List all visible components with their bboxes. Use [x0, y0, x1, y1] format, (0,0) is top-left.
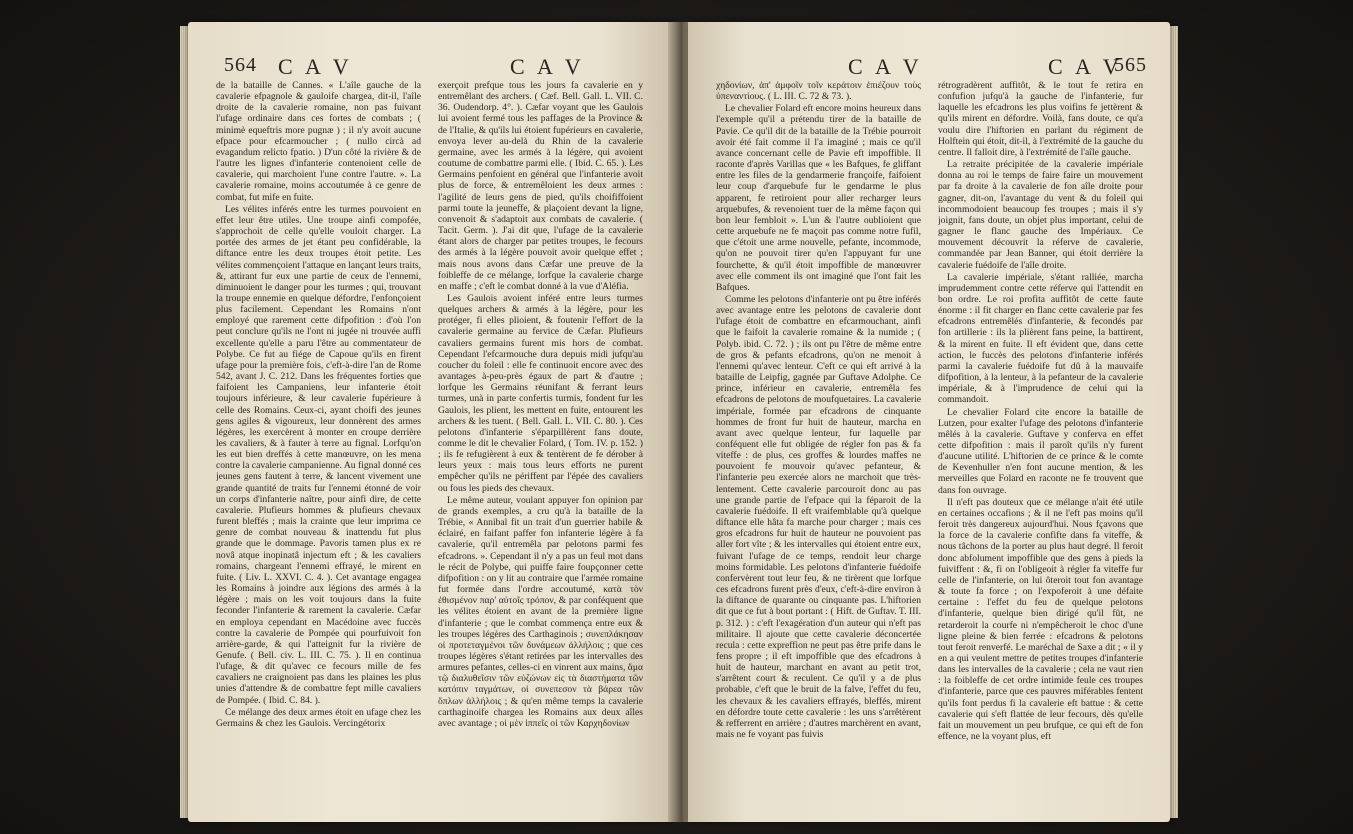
- paragraph: de la bataille de Cannes. « L'aîle gauche de la cavalerie efpagnole & gauloife chargea, dit-il, l'aîle droite de la cavalerie romaine, non pas fuivant l'ufage ordinaire dans ces fortes de combats ; ( minimè equeftris more pugnæ ) ; il n'y avoit aucune efpace pour efcarmoucher ; ( nullo circà ad evagandum relicto fpatio. ) D'un côté la rivière & de l'autre les lignes d'infanterie contenoient celle de cavalerie, qui marchoient l'une contre l'autre. ». La cavalerie romaine, moins accoutumée à ce genre de combat, fut mife en fuite.: [216, 80, 421, 203]
- right-page-columns: [716, 80, 1148, 814]
- left-page: [188, 22, 672, 822]
- left-page-columns: [216, 80, 650, 814]
- left-headword: C A V: [278, 54, 353, 79]
- right-column-2: [938, 80, 1143, 814]
- right-column-1: [716, 80, 921, 814]
- paragraph: exerçoit prefque tous les jours fa cavalerie en y entremêlant des archers. ( Cæf. Bell. Gall. L. VII. C. 36. Oudendorp. 4°. ). Cæfar voyant que les Gaulois lui avoient fermé tous les paffages de la Province & de l'Italie, & qu'ils lui étoient fupérieurs en cavalerie, envoya lever au-delà du Rhin de la cavalerie germaine, avec les armés à la légère, qui avoient coutume de combattre parmi elle. ( Ibid. C. 65. ). Les Germains penfoient en général que l'infanterie avoit plus de force, & entremêloient les deux armes : l'agilité de leurs gens de pied, qu'ils choififfoient parmi toute la jeuneffe, & plaçoient devant la ligne, convenoit & s'adaptoit aux combats de cavalerie. ( Tacit. Germ. ). J'ai dit que, l'ufage de la cavalerie étant alors de charger par petites troupes, le fecours des armés à la légère pouvoit avoir quelque effet ; mais nous avons dans Cæfar une preuve de la foibleffe de ce mélange, lorfque la cavalerie charge en maffe ; c'eft le combat donné à la vue d'Aléfia.: [438, 80, 643, 292]
- left-headword-center: C A V: [510, 54, 585, 79]
- right-headword-center: C A V: [848, 54, 923, 79]
- paragraph: Ce mélange des deux armes étoit en ufage chez les Germains & chez les Gaulois. Vercingétorix: [216, 706, 421, 729]
- left-column-1: [216, 80, 421, 814]
- paragraph: Le même auteur, voulant appuyer fon opinion par de grands exemples, a cru qu'à la bataille de la Trébie, « Annibal fit un trait d'un guerrier habile & éclairé, en faifant paffer fon infanterie légère à fa cavalerie, qu'il entremêla par pelotons parmi fes efcadrons. ». Cependant il n'y a pas un feul mot dans le récit de Polybe, qui puiffe faire foupçonner cette difpofition : on y lit au contraire que l'armée romaine fut formée dans l'ordre accoutumé, κατὰ τὸν ἐθισμένον παρ' αὐτοῖς τρόπον, & par conféquent que les vélites étoient en avant de la première ligne d'infanterie ; que le combat commença entre eux & les troupes légères des Carthaginois ; συνεπλάκησαν οἱ προτεταγμένοι τῶν δυνάμεων ἀλλήλοις ; que ces troupes légères s'étant retirées par les intervalles des armures pefantes, celles-ci en vinrent aux mains, ἅμα τῷ διαλυθεῖσιν τῶν εὐζώνων εἰς τὰ διαστήματα τῶν κατόπιν ταγμάτων, οἱ συνεπεσον τὰ βάρεα τῶν ὅπλων ἀλλήλοις ; & qu'en même temps la cavalerie carthaginoife chargea les Romains aux deux aîles avec avantage ; οἱ μὲν ἱππεῖς οἱ τῶν Καρχηδονίων: [438, 494, 643, 729]
- paragraph: Le chevalier Folard cite encore la bataille de Lutzen, pour exalter l'ufage des pelotons d'infanterie mêlés à la cavalerie. Guftave y conferva en effet cette difpofition : mais il paroît qu'ils n'y furent d'aucune utilité. L'hiftorien de ce prince & le comte de Kevenhuller n'en font aucune mention, & les merveilles que Folard en raconte ne fe trouvent que dans fon ouvrage.: [938, 406, 1143, 496]
- paragraph: Les Gaulois avoient inféré entre leurs turmes quelques archers & armés à la légère, pour les protéger, fi elles plioient, & foutenir l'effort de la cavalerie germaine au fervice de Cæfar. Plufieurs cavaliers germains furent mis hors de combat. Cependant l'efcarmouche dura depuis midi jufqu'au coucher du foleil : elle fe continuoit encore avec des avantages à-peu-près égaux de part & d'autre ; lorfque les Germains réunifant & ferrant leurs turmes, unà in parte confertis turmis, fondent fur les Gaulois, les plient, les mettent en fuite, entourent les archers & les tuent. ( Bell. Gall. L. VII. C. 80. ). Ces pelotons d'infanterie s'éparpillèrent fans doute, comme le dit le chevalier Folard, ( Tom. IV. p. 152. ) ; ils fe refugièrent à eux & tentèrent de fe dérober à leurs yeux : mais tous leurs efforts ne purent empêcher qu'ils ne périffent par l'épée des cavaliers ou fous les pieds des chevaux.: [438, 292, 643, 494]
- left-column-2: [438, 80, 643, 814]
- left-page-header: [218, 44, 648, 84]
- paragraph: χηδονίων, ἀπ' ἀμφοῖν τοῖν κεράτοιν ἐπιέζουν τοὺς ὑπεναντίους. ( L. III. C. 72 & 73. ).: [716, 80, 921, 103]
- right-headword: C A V: [1048, 54, 1123, 79]
- paragraph: Le chevalier Folard eft encore moins heureux dans l'exemple qu'il a prétendu tirer de la bataille de Pavie. Ce qu'il dit de la bataille de la Trébie pourroit avoir été fait comme il l'a imaginé ; mais ce qu'il avance concernant celle de Pavie eft impoffible. Il raconte d'après Varillas que « les Bafques, fe gliffant entre les files de la gendarmerie françoife, faifoient leur coup d'arquebufe fur le gendarme le plus apparent, fe retiroient pour aller recharger leurs arquebufes, & revenoient tuer de la même façon qui bon leur fembloit ». L'un & l'autre oublioient que cette arquebufe ne fe maçoit pas comme notre fufil, que c'étoit une arme nouvelle, pefante, incommode, qu'on ne pouvoit tirer qu'en l'appuyant fur une fourchette, & qu'il étoit impoffible de manœuvrer avec elle comment ils ont imaginé que l'ont fait les Bafques.: [716, 103, 921, 293]
- paragraph: rétrogradèrent auffitôt, & le tout fe retira en confufion jufqu'à la gauche de l'infanterie, fur laquelle les efcadrons les plus voifins fe jettèrent & qu'ils mirent en défordre. Voilà, fans doute, ce qu'a voulu dire l'hiftorien en parlant du régiment de Holftein qui étoit, dit-il, à l'extrémité de la gauche du centre. Il falloit dire, à l'extrémité de l'aîle gauche.: [938, 80, 1143, 158]
- right-page-header: [718, 44, 1146, 84]
- paragraph: La cavalerie impériale, s'étant ralliée, marcha imprudemment contre cette réferve qui l'attendit en bon ordre. Le roi profita auffitôt de cette faute énorme : il fit charger en flanc cette cavalerie par fes efcadrons entremêlés d'infanterie, & fecondés par fon artillerie : ils la plièrent fans peine, la battirent, & la mirent en fuite. Il eft évident que, dans cette action, le fuccès des pelotons d'infanterie inférés parmi la cavalerie fuédoife fut dû à la mauvaife difpofition, à la lenteur, à la pefanteur de la cavalerie impériale, & à l'imprudence de celui qui la commandoit.: [938, 271, 1143, 406]
- paragraph: La retraite précipitée de la cavalerie impériale donna au roi le temps de faire faire un mouvement par fa droite à la cavalerie de fon aîle droite pour gagner, dit-on, l'avantage du vent & du foleil qui incommodoient beaucoup fes troupes ; mais il s'y joignit, fans doute, un objet plus important, celui de gagner le flanc gauche des Impériaux. Ce mouvement découvrit la réferve de cavalerie, commandée par Jean Banner, qui étoit derrière la cavalerie fuédoife de l'aîle droite.: [938, 159, 1143, 271]
- paragraph: Il n'eft pas douteux que ce mélange n'ait été utile en certaines occafions ; & il ne l'eft pas moins qu'il feroit très dangereux aujourd'hui. Nous fçavons que la force de la cavalerie confifte dans fa viteffe, & nous tâchons de la porter au plus haut degré. Il feroit donc abfolument impoffible que des gens à pieds la fuiviffent : &, fi on l'obligeoit à régler fa viteffe fur celle de l'infanterie, on lui ôteroit tout fon avantage & toute fa force ; on l'expoferoit à une défaite certaine : l'effet du feu de quelque pelotons d'infanterie, quelque bien dirigé qu'il fût, ne retarderoit la courfe ni n'empêcheroit le choc d'une ligne pleine & bien ferrée : efcadrons & pelotons tout feroit renverfé. Le maréchal de Saxe a dit ; « il y en a qui veulent mettre de petites troupes d'infanterie dans les intervalles de la cavalerie ; cela ne vaut rien : la foibleffe de cet ordre intimide feule ces troupes d'infanterie, parce que ces pauvres miférables fentent qu'ils font perdus fi la cavalerie eft battue : & cette cavalerie qui s'eft flattée de leur fecours, dès qu'elle fait un mouvement un peu brufque, ce qui eft de fon effence, ne la voyant plus, eft: [938, 496, 1143, 743]
- left-folio: 564: [224, 54, 257, 76]
- paragraph: Comme les pelotons d'infanterie ont pu être inférés avec avantage entre les pelotons de cavalerie dont l'ufage étoit de combattre en efcarmouchant, ainfi que le faifoit la cavalerie romaine & la numide ; ( Polyb. ibid. C. 72. ) ; ils ont pu l'être de même entre de gros & pefants efcadrons, qu'on ne menoit à l'ennemi qu'avec lenteur. C'eft ce qui eft arrivé à la bataille de Leipfig, gagnée par Guftave Adolphe. Ce prince, inférieur en cavalerie, entremêla fes efcadrons de pelotons de moufquetaires. La cavalerie impériale, formée par efcadrons de cinquante hommes de front fur huit de hauteur, marcha en avant avec quelque lenteur, fur laquelle par conféquent elle fut obligée de régler fon pas & fa viteffe : de plus, ces groffes & lourdes maffes ne pouvoient fe mouvoir qu'avec pefanteur, & l'infanterie peu exercée alors ne marchoit que très-lentement. Cette cavalerie parcouroit donc au pas une grande partie de l'efpace qui la féparoit de la cavalerie fuédoife. Il eft vraifemblable qu'à quelque diftance elle hâta fa marche pour charger ; mais ces gros efcadrons fur huit de hauteur ne pouvoient pas aller fort vîte ; & les intervalles qui étoient entre eux, fuivant l'ufage de ce temps, rendoit leur charge moins formidable. Les pelotons d'infanterie fuédoife confervèrent tout leur feu, & ne tirèrent que lorfque ces efcadrons furent près d'eux, c'eft-à-dire environ à la diftance de quarante ou cinquante pas. L'hiftorien dit que ce fut à bout portant : ( Hift. de Guftav. T. III. p. 312. ) : c'eft l'exagération d'un auteur qui n'eft pas militaire. Il ajoute que cette cavalerie déconcertée recula : cette expreffion ne peut pas être prife dans le fens propre ; il eft impoffible que des efcadrons à huit de hauteur, marchant en avant au petit trot, s'arrêtent court & reculent. Ce qu'il y a de plus probable, c'eft que le bruit de la falve, l'effet du feu, les chevaux & les cavaliers effrayés, bleffés, mirent en défordre toute cette cavalerie : les uns s'arrêtèrent & refferrent en arrière ; d'autres marchèrent en avant, mais ne fe voyant pas fuivis: [716, 293, 921, 741]
- paragraph: Les vélites inférés entre les turmes pouvoient en effet leur être utiles. Une troupe ainfi compofée, s'approchoit de celle qu'elle vouloit charger. La portée des armes de jet étant peu confidérable, la diftance entre les deux troupes étoit petite. Les vélites commençoient l'attaque en lançant leurs traits, &, attirant fur eux une partie de ceux de l'ennemi, diminuoient le danger pour les turmes ; qui, trouvant la troupe ennemie en quelque défordre, l'enfonçoient plus facilement. Cependant les Romains n'ont employé que rarement cette difpofition : d'où l'on peut conclure qu'ils ne l'ont ni jugée ni trouvée auffi excellente qu'elle a paru l'être au commentateur de Polybe. Ce fut au fiége de Capoue qu'ils en firent ufage pour la première fois, c'eft-à-dire l'an de Rome 542, avant J. C. 212. Dans les fréquentes forties que faifoient les Campaniens, leur infanterie étoit toujours inférieure, & leur cavalerie fupérieure à celle des Romains. Ceux-ci, ayant choifi des jeunes gens agiles & vigoureux, leur donnèrent des armes légères, les exercèrent à monter en croupe derrière les cavaliers, & à fauter à terre au fignal. Lorfqu'on les eut bien dreffés à cette manœuvre, on les mena contre la cavalerie campanienne. Au fignal donné ces jeunes gens fautent à terre, & lancent vivement une grande quantité de traits fur l'ennemi étonné de voir un corps d'infanterie naître, pour ainfi dire, de cette cavalerie. Plufieurs hommes & plufieurs chevaux furent bleffés ; mais la crainte que leur imprima ce genre de combat nouveau & inattendu fut plus grande que le dommage. Pavoris tamen plus ex re novâ atque inopinatâ injectum eft ; & les cavaliers romains, chargeant l'ennemi effrayé, le mirent en fuite. ( Liv. L. XXVI. C. 4. ). Cet avantage engagea les Romains à joindre aux légions des armés à la légère ; mais on les voit toujours dans la fuite feconder l'infanterie & rarement la cavalerie. Cæfar en employa cependant en Macédoine avec fuccès contre la cavalerie de Pompée qui pourfuivoit fon arrière-garde, & qui l'atteignit fur la rivière de Genufe. ( Bell. civ. L. III. C. 75. ). Il en continua l'ufage, & dit qu'avec ce fecours mille de fes cavaliers ne craignoient pas dans les plaines les plus unies d'attendre & de combattre fept mille cavaliers de Pompée. ( Ibid. C. 84. ).: [216, 203, 421, 706]
- right-folio: 565: [1114, 54, 1147, 76]
- right-page: [688, 22, 1170, 822]
